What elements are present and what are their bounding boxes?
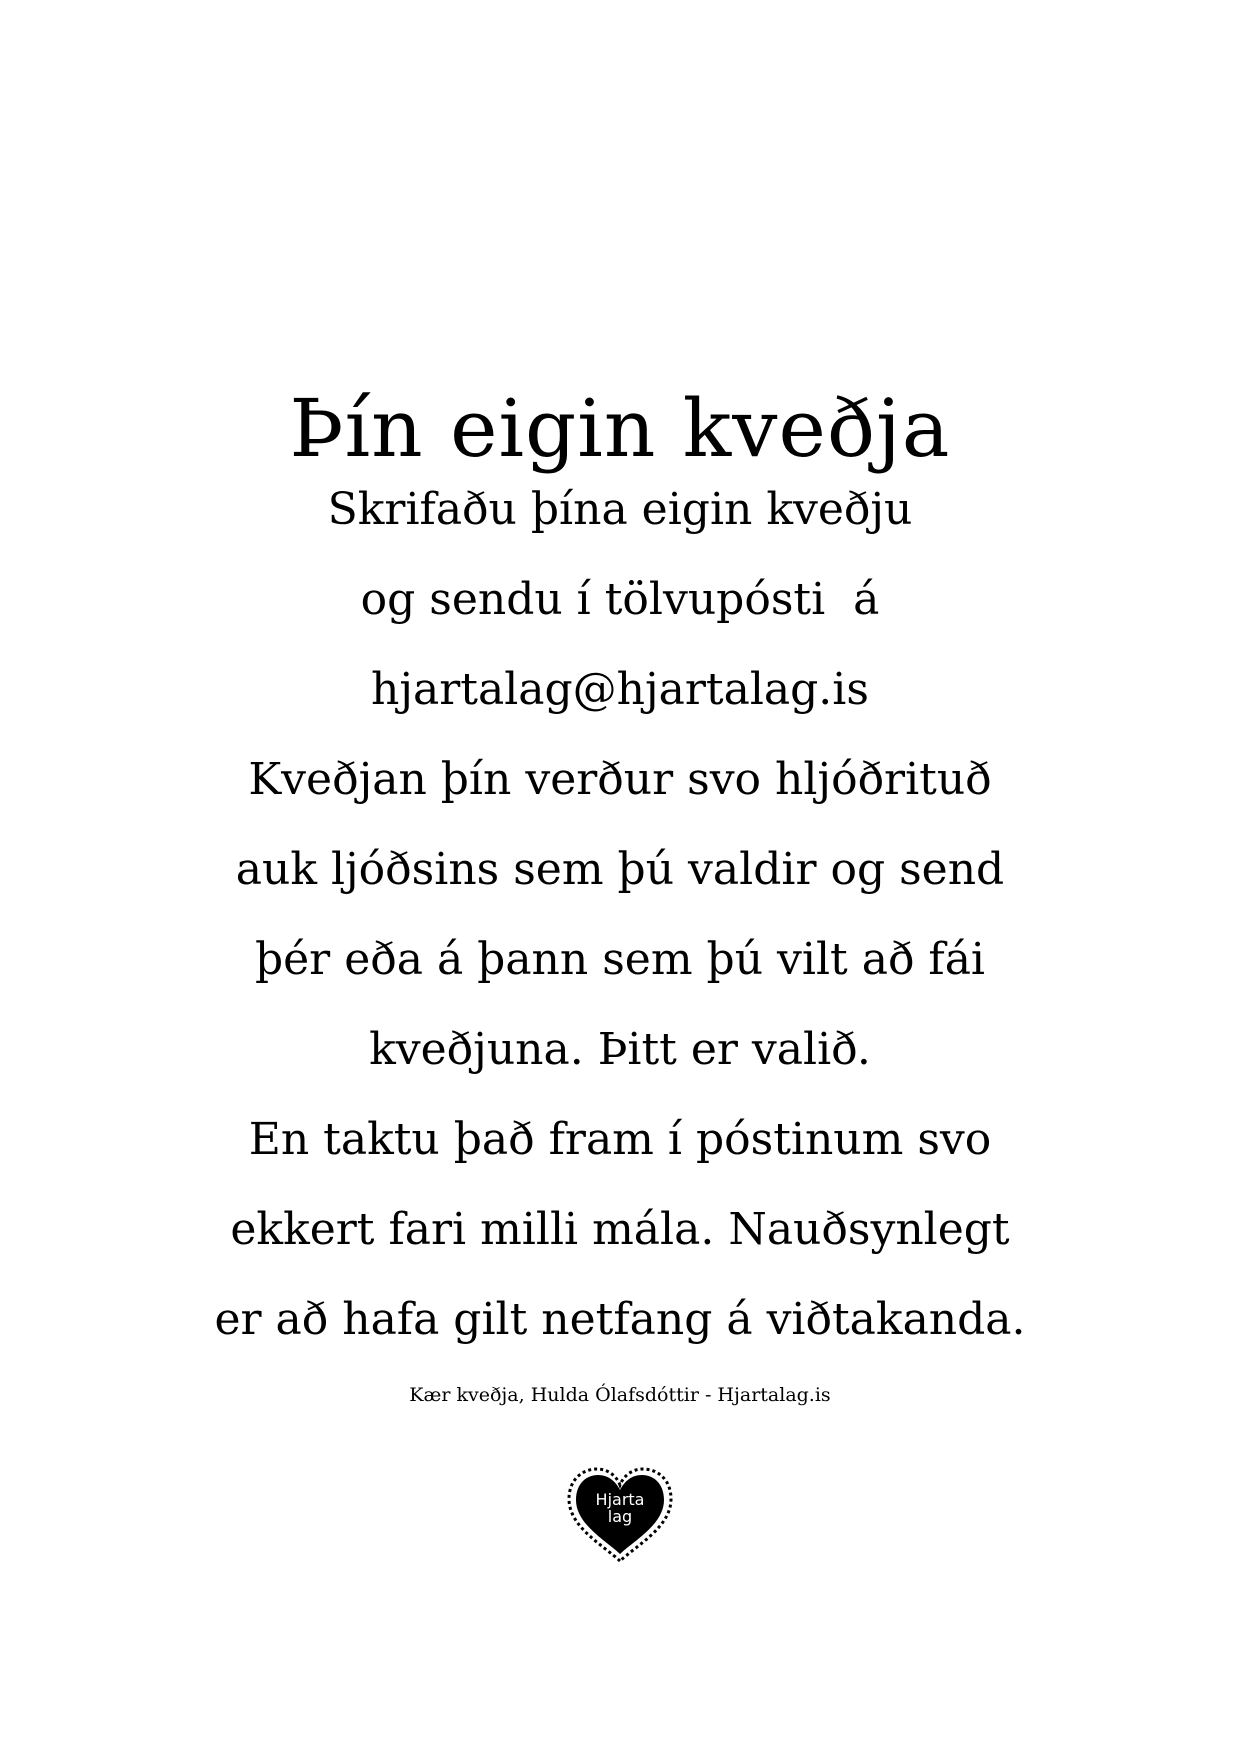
page-title: Þín eigin kveðja bbox=[289, 381, 951, 475]
body-line: er að hafa gilt netfang á viðtakanda. bbox=[214, 1294, 1026, 1345]
body-line: En taktu það fram í póstinum svo bbox=[248, 1114, 992, 1165]
heart-logo bbox=[563, 1465, 677, 1565]
body-line: og sendu í tölvupósti á bbox=[360, 574, 880, 625]
body-line: hjartalag@hjartalag.is bbox=[371, 664, 869, 715]
logo-text: Hjarta lag bbox=[595, 1490, 645, 1526]
body-text bbox=[0, 465, 1240, 1365]
signature: Kær kveðja, Hulda Ólafsdóttir - Hjartalag.is bbox=[409, 1384, 831, 1406]
body-line: Skrifaðu þína eigin kveðju bbox=[327, 484, 913, 535]
body-line: kveðjuna. Þitt er valið. bbox=[369, 1024, 871, 1075]
body-line: Kveðjan þín verður svo hljóðrituð bbox=[248, 754, 992, 805]
body-line: þér eða á þann sem þú vilt að fái bbox=[254, 934, 986, 985]
body-line: auk ljóðsins sem þú valdir og send bbox=[235, 844, 1005, 895]
body-line: ekkert fari milli mála. Nauðsynlegt bbox=[230, 1204, 1010, 1255]
